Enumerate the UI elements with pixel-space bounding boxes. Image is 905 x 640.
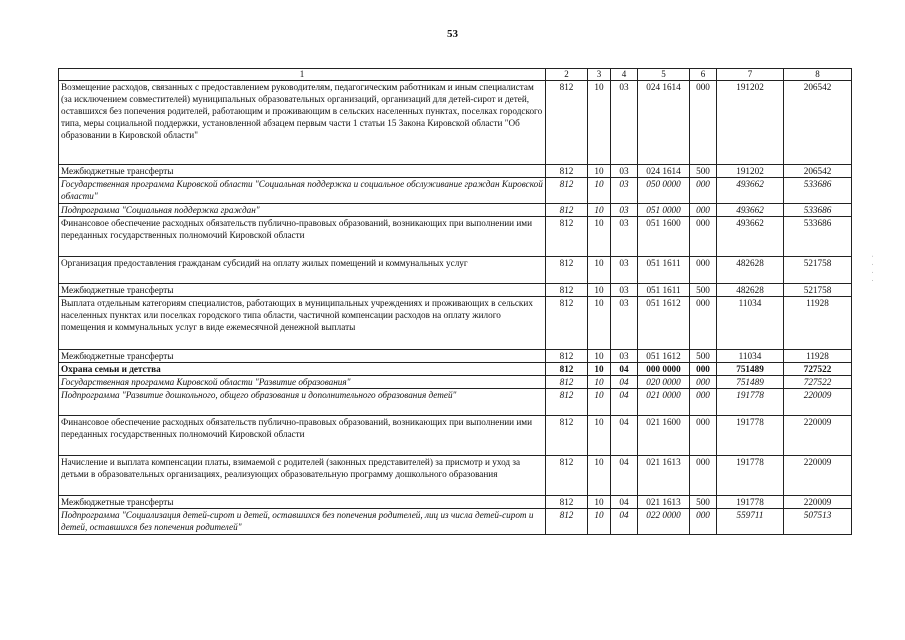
row-amount-year1: 191778 (717, 389, 784, 416)
row-admin-code: 812 (546, 81, 588, 165)
row-amount-year2: 11928 (784, 297, 852, 350)
row-description: Подпрограмма "Социализация детей-сирот и детей, оставшихся без попечения родителей, лиц из числа детей-сирот и детей, оставшихся без попечения родителей" (59, 509, 546, 535)
row-target-code: 021 1613 (638, 496, 690, 509)
row-section: 10 (588, 284, 611, 297)
row-amount-year2: 220009 (784, 389, 852, 416)
row-expense-type: 000 (690, 509, 717, 535)
row-target-code: 020 0000 (638, 376, 690, 389)
row-description: Начисление и выплата компенсации платы, взимаемой с родителей (законных представителей) за присмотр и уход за детьми в образовательных организациях, реализующих образовательную программу дошкольного образования (59, 456, 546, 496)
row-description: Финансовое обеспечение расходных обязательств публично-правовых образований, возникающих при выполнении ими переданных государственных полномочий Кировской области (59, 416, 546, 456)
row-expense-type: 000 (690, 81, 717, 165)
column-header-8: 8 (784, 69, 852, 81)
row-admin-code: 812 (546, 509, 588, 535)
table-row (59, 376, 852, 389)
table-row (59, 178, 852, 204)
row-amount-year2: 220009 (784, 416, 852, 456)
row-expense-type: 500 (690, 496, 717, 509)
row-amount-year2: 533686 (784, 204, 852, 217)
row-amount-year2: 727522 (784, 363, 852, 376)
row-target-code: 021 1600 (638, 416, 690, 456)
row-expense-type: 000 (690, 204, 717, 217)
table-row (59, 363, 852, 376)
row-expense-type: 500 (690, 284, 717, 297)
row-amount-year2: 206542 (784, 165, 852, 178)
row-target-code: 051 1611 (638, 257, 690, 284)
row-amount-year1: 751489 (717, 376, 784, 389)
row-admin-code: 812 (546, 217, 588, 257)
row-description: Финансовое обеспечение расходных обязательств публично-правовых образований, возникающих при выполнении ими переданных государственных полномочий Кировской области (59, 217, 546, 257)
row-expense-type: 000 (690, 416, 717, 456)
row-target-code: 024 1614 (638, 165, 690, 178)
row-admin-code: 812 (546, 284, 588, 297)
row-expense-type: 000 (690, 456, 717, 496)
row-admin-code: 812 (546, 257, 588, 284)
column-header-1: 1 (59, 69, 546, 81)
column-header-7: 7 (717, 69, 784, 81)
row-amount-year1: 559711 (717, 509, 784, 535)
column-header-5: 5 (638, 69, 690, 81)
row-subsection: 03 (611, 257, 638, 284)
row-target-code: 021 0000 (638, 389, 690, 416)
row-description: Возмещение расходов, связанных с предоставлением руководителям, педагогическим работникам и иным специалистам (за исключением совместителей) муниципальных образовательных организаций, организаций для детей-сирот и детей, оставшихся без попечения родителей, работающим и проживающим в сельских населенных пунктах, поселках городского типа, меры социальной поддержки, установленной абзацем первым части 1 статьи 15 Закона Кировской области "Об образовании в Кировской области" (59, 81, 546, 165)
row-expense-type: 000 (690, 178, 717, 204)
row-section: 10 (588, 297, 611, 350)
row-expense-type: 000 (690, 376, 717, 389)
margin-stamp: · · · · (868, 255, 876, 284)
row-description: Межбюджетные трансферты (59, 496, 546, 509)
row-section: 10 (588, 257, 611, 284)
table-row (59, 81, 852, 165)
row-section: 10 (588, 217, 611, 257)
row-expense-type: 000 (690, 257, 717, 284)
row-subsection: 03 (611, 350, 638, 363)
column-header-6: 6 (690, 69, 717, 81)
row-subsection: 04 (611, 363, 638, 376)
row-admin-code: 812 (546, 456, 588, 496)
row-subsection: 04 (611, 416, 638, 456)
row-amount-year1: 493662 (717, 217, 784, 257)
row-admin-code: 812 (546, 416, 588, 456)
row-expense-type: 000 (690, 389, 717, 416)
row-subsection: 04 (611, 376, 638, 389)
row-amount-year2: 220009 (784, 496, 852, 509)
row-section: 10 (588, 165, 611, 178)
table-row (59, 416, 852, 456)
table-row (59, 165, 852, 178)
page-number: 53 (447, 28, 458, 40)
row-amount-year2: 220009 (784, 456, 852, 496)
table-row (59, 257, 852, 284)
row-expense-type: 500 (690, 350, 717, 363)
row-subsection: 03 (611, 81, 638, 165)
row-target-code: 051 0000 (638, 204, 690, 217)
row-section: 10 (588, 204, 611, 217)
table-row (59, 217, 852, 257)
row-section: 10 (588, 178, 611, 204)
row-amount-year1: 751489 (717, 363, 784, 376)
row-description: Государственная программа Кировской области "Социальная поддержка и социальное обслуживание граждан Кировской области" (59, 178, 546, 204)
row-amount-year2: 507513 (784, 509, 852, 535)
row-amount-year1: 191202 (717, 165, 784, 178)
column-header-3: 3 (588, 69, 611, 81)
row-subsection: 03 (611, 165, 638, 178)
row-subsection: 04 (611, 509, 638, 535)
row-expense-type: 000 (690, 297, 717, 350)
row-admin-code: 812 (546, 363, 588, 376)
row-description: Межбюджетные трансферты (59, 165, 546, 178)
row-subsection: 03 (611, 284, 638, 297)
row-section: 10 (588, 496, 611, 509)
row-admin-code: 812 (546, 178, 588, 204)
row-amount-year2: 11928 (784, 350, 852, 363)
row-subsection: 03 (611, 217, 638, 257)
table-row (59, 389, 852, 416)
row-amount-year2: 206542 (784, 81, 852, 165)
row-target-code: 051 1611 (638, 284, 690, 297)
row-description: Подпрограмма "Развитие дошкольного, общего образования и дополнительного образования детей" (59, 389, 546, 416)
row-amount-year1: 191778 (717, 496, 784, 509)
row-subsection: 04 (611, 496, 638, 509)
column-header-2: 2 (546, 69, 588, 81)
row-amount-year1: 493662 (717, 204, 784, 217)
row-amount-year1: 482628 (717, 257, 784, 284)
row-target-code: 051 1612 (638, 350, 690, 363)
row-admin-code: 812 (546, 496, 588, 509)
row-section: 10 (588, 350, 611, 363)
row-admin-code: 812 (546, 350, 588, 363)
row-subsection: 03 (611, 204, 638, 217)
row-section: 10 (588, 509, 611, 535)
row-description: Организация предоставления гражданам субсидий на оплату жилых помещений и коммунальных услуг (59, 257, 546, 284)
table-row (59, 297, 852, 350)
row-target-code: 021 1613 (638, 456, 690, 496)
row-target-code: 000 0000 (638, 363, 690, 376)
row-amount-year1: 191778 (717, 416, 784, 456)
row-expense-type: 000 (690, 363, 717, 376)
row-section: 10 (588, 376, 611, 389)
row-subsection: 04 (611, 389, 638, 416)
row-target-code: 051 1612 (638, 297, 690, 350)
row-section: 10 (588, 363, 611, 376)
row-amount-year1: 191202 (717, 81, 784, 165)
row-amount-year1: 493662 (717, 178, 784, 204)
row-expense-type: 000 (690, 217, 717, 257)
row-subsection: 03 (611, 297, 638, 350)
row-subsection: 03 (611, 178, 638, 204)
row-amount-year1: 482628 (717, 284, 784, 297)
table-row (59, 456, 852, 496)
row-admin-code: 812 (546, 297, 588, 350)
row-admin-code: 812 (546, 165, 588, 178)
row-amount-year1: 11034 (717, 297, 784, 350)
row-section: 10 (588, 456, 611, 496)
row-amount-year1: 11034 (717, 350, 784, 363)
table-row (59, 509, 852, 535)
row-amount-year2: 521758 (784, 284, 852, 297)
row-admin-code: 812 (546, 389, 588, 416)
row-target-code: 024 1614 (638, 81, 690, 165)
row-description: Межбюджетные трансферты (59, 350, 546, 363)
table-row (59, 204, 852, 217)
row-description: Государственная программа Кировской области "Развитие образования" (59, 376, 546, 389)
row-subsection: 04 (611, 456, 638, 496)
row-description: Межбюджетные трансферты (59, 284, 546, 297)
row-admin-code: 812 (546, 376, 588, 389)
row-target-code: 050 0000 (638, 178, 690, 204)
row-expense-type: 500 (690, 165, 717, 178)
row-amount-year2: 521758 (784, 257, 852, 284)
table-row (59, 496, 852, 509)
column-header-row (59, 69, 852, 81)
row-description: Подпрограмма "Социальная поддержка граждан" (59, 204, 546, 217)
row-amount-year2: 533686 (784, 217, 852, 257)
row-section: 10 (588, 416, 611, 456)
table-row (59, 284, 852, 297)
row-description: Выплата отдельным категориям специалистов, работающих в муниципальных учреждениях и проживающих в сельских населенных пунктах или поселках городского типа области, частичной компенсации расходов на оплату жилого помещения и коммунальных услуг в виде ежемесячной денежной выплаты (59, 297, 546, 350)
row-amount-year1: 191778 (717, 456, 784, 496)
row-section: 10 (588, 389, 611, 416)
row-admin-code: 812 (546, 204, 588, 217)
row-amount-year2: 533686 (784, 178, 852, 204)
row-amount-year2: 727522 (784, 376, 852, 389)
row-target-code: 051 1600 (638, 217, 690, 257)
budget-table (58, 68, 852, 535)
row-section: 10 (588, 81, 611, 165)
row-target-code: 022 0000 (638, 509, 690, 535)
row-description: Охрана семьи и детства (59, 363, 546, 376)
table-row (59, 350, 852, 363)
column-header-4: 4 (611, 69, 638, 81)
